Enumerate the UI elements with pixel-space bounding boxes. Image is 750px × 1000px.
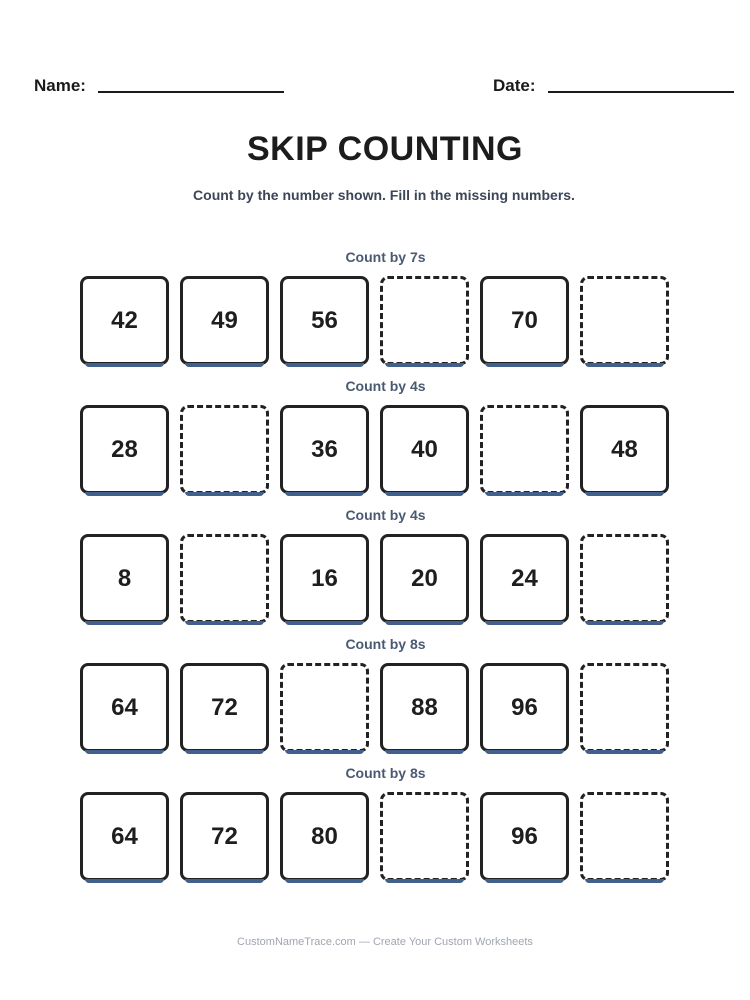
blank-answer-box[interactable] [180, 405, 269, 494]
row-label: Count by 7s [345, 249, 426, 265]
blank-answer-box[interactable] [480, 405, 569, 494]
skip-count-row [80, 764, 691, 893]
number-box: 42 [80, 276, 169, 365]
number-box: 20 [380, 534, 469, 623]
number-box: 70 [480, 276, 569, 365]
date-write-line [548, 91, 734, 93]
row-label: Count by 8s [345, 765, 426, 781]
number-box: 96 [480, 663, 569, 752]
number-box: 72 [180, 792, 269, 881]
skip-count-row [80, 506, 691, 635]
row-label: Count by 4s [345, 507, 426, 523]
skip-count-row [80, 635, 691, 764]
date-label: Date: [493, 76, 536, 95]
number-box: 28 [80, 405, 169, 494]
blank-answer-box[interactable] [280, 663, 369, 752]
number-box: 48 [580, 405, 669, 494]
date-field [493, 76, 734, 96]
blank-answer-box[interactable] [580, 792, 669, 881]
footer-credit: CustomNameTrace.com — Create Your Custom Worksheets [237, 936, 533, 948]
skip-count-rows [80, 248, 691, 893]
number-box: 8 [80, 534, 169, 623]
blank-answer-box[interactable] [180, 534, 269, 623]
number-box: 24 [480, 534, 569, 623]
worksheet-instructions: Count by the number shown. Fill in the missing numbers. [193, 187, 575, 203]
number-box: 49 [180, 276, 269, 365]
blank-answer-box[interactable] [580, 276, 669, 365]
number-box: 80 [280, 792, 369, 881]
number-box: 56 [280, 276, 369, 365]
name-write-line [98, 91, 284, 93]
row-label: Count by 8s [345, 636, 426, 652]
number-boxes [80, 276, 669, 365]
number-box: 16 [280, 534, 369, 623]
blank-answer-box[interactable] [580, 663, 669, 752]
number-boxes [80, 534, 669, 623]
number-box: 72 [180, 663, 269, 752]
blank-answer-box[interactable] [380, 276, 469, 365]
number-boxes [80, 792, 669, 881]
number-boxes [80, 663, 669, 752]
skip-count-row [80, 248, 691, 377]
name-field [34, 76, 284, 96]
number-boxes [80, 405, 669, 494]
skip-count-row [80, 377, 691, 506]
number-box: 64 [80, 792, 169, 881]
number-box: 36 [280, 405, 369, 494]
row-label: Count by 4s [345, 378, 426, 394]
number-box: 64 [80, 663, 169, 752]
worksheet-title: SKIP COUNTING [246, 130, 523, 168]
worksheet-header [34, 76, 736, 98]
number-box: 96 [480, 792, 569, 881]
number-box: 88 [380, 663, 469, 752]
blank-answer-box[interactable] [580, 534, 669, 623]
name-label: Name: [34, 76, 86, 95]
number-box: 40 [380, 405, 469, 494]
blank-answer-box[interactable] [380, 792, 469, 881]
